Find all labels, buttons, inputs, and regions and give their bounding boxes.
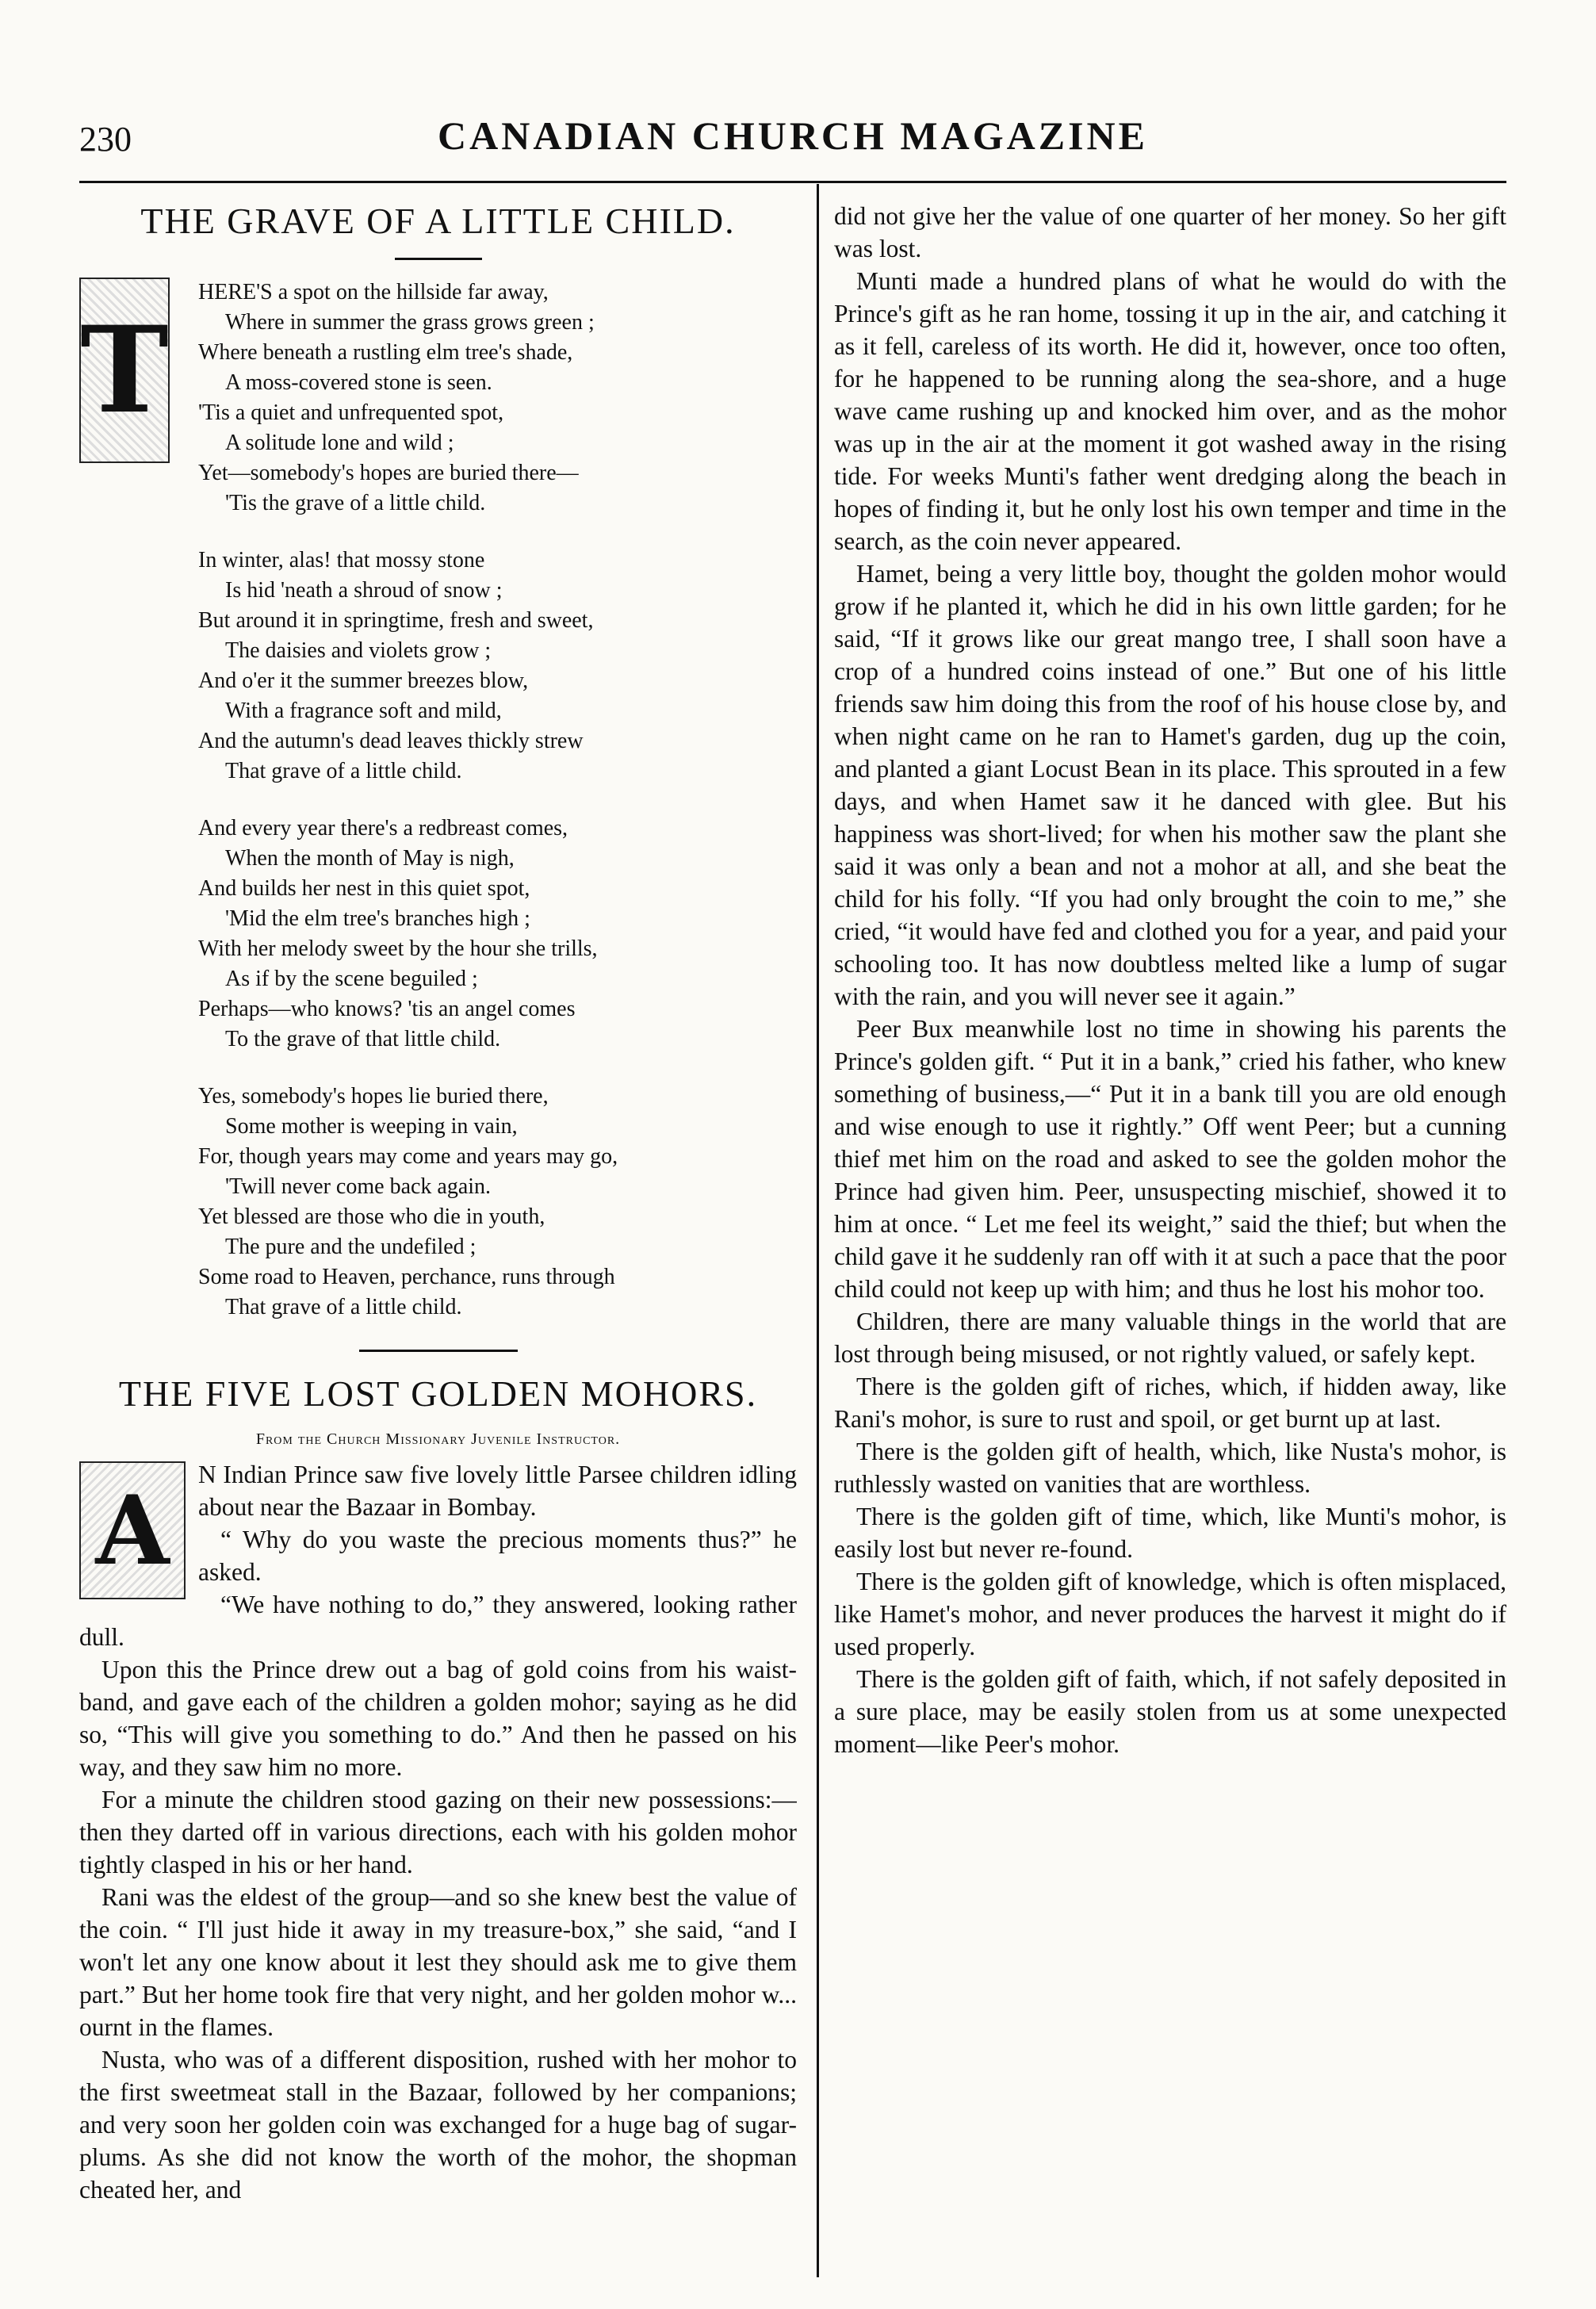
poem-line: As if by the scene beguiled ; xyxy=(225,967,478,991)
poem-line: Where in summer the grass grows green ; xyxy=(225,310,595,335)
poem-line: And o'er it the summer breezes blow, xyxy=(198,668,529,693)
poem-line: That grave of a little child. xyxy=(225,1295,462,1319)
story-source: From the Church Missionary Juvenile Instructor. xyxy=(255,1430,621,1448)
poem-line: Yet blessed are those who die in youth, xyxy=(198,1204,545,1229)
poem-line: And every year there's a redbreast comes, xyxy=(198,816,568,841)
story-paragraph: did not give her the value of one quarter of her money. So her gift was lost. xyxy=(834,202,1506,262)
page-header xyxy=(79,113,1506,176)
poem-line: With a fragrance soft and mild, xyxy=(225,699,502,723)
poem-line: Yet—somebody's hopes are buried there— xyxy=(198,461,579,485)
header-rule xyxy=(79,181,1506,183)
poem-line: Some mother is weeping in vain, xyxy=(225,1114,518,1139)
poem-line: Some road to Heaven, perchance, runs through xyxy=(198,1265,615,1289)
right-column xyxy=(834,200,1506,2277)
poem-title: THE GRAVE OF A LITTLE CHILD. xyxy=(140,201,736,241)
story-title: THE FIVE LOST GOLDEN MOHORS. xyxy=(118,1373,758,1414)
story-paragraph: Munti made a hundred plans of what he would do with the Prince's gift as he ran home, tossing it up in the air, and catching it as it fell, careless of its worth. He did it, however, once too often, for he happened to be running along the sea-shore, and a huge wave came rushing up and knocked him over, and as the mohor was up in the air at the moment it got washed away in the rising tide. For weeks Munti's father went dredging along the beach in hopes of finding it, but he only lost his own temper and time in the search, as the coin never appeared. xyxy=(834,267,1506,555)
poem-line: 'Mid the elm tree's branches high ; xyxy=(225,906,530,931)
title-rule xyxy=(395,258,482,260)
page-number: 230 xyxy=(79,120,132,159)
story-paragraph: Hamet, being a very little boy, thought the golden mohor would grow if he planted it, which he did in his own little garden; for he said, “If it grows like our great mango tree, I shall soon have a crop of a hundred coins instead of one.” But one of his little friends saw him doing this from the roof of his house close by, and when night came on he ran to Hamet's garden, dug up the coin, and planted a giant Locust Bean in its place. This sprouted in a few days, and when Hamet saw it he danced with glee. But his happiness was short-lived; for when his mother saw the plant she said it was only a bean and not a mohor at all, and she beat the child for his folly. “If you had only brought the coin to me,” she cried, “it would have fed and clothed you for a year, and paid your schooling too. It has now doubtless melted like a lump of sugar with the rain, and you will never see it again.” xyxy=(834,560,1506,1010)
poem-line: The daisies and violets grow ; xyxy=(225,638,492,663)
section-rule xyxy=(359,1350,518,1352)
story-paragraph: Rani was the eldest of the group—and so she knew best the value of the coin. “ I'll just hide it away in my treasure-box,” she said, “and I won't let any one know about it lest they should ask me to give them part.” But her home took fire that very night, and her golden mohor w... ournt in the flames. xyxy=(79,1883,797,2041)
story-paragraph: “We have nothing to do,” they answered, looking rather dull. xyxy=(79,1591,797,1651)
poem-line: Is hid 'neath a shroud of snow ; xyxy=(225,578,503,603)
poem-line: And the autumn's dead leaves thickly strew xyxy=(198,729,584,753)
poem-line: Where beneath a rustling elm tree's shade, xyxy=(198,340,573,365)
poem-stanza-2 xyxy=(198,546,797,787)
story-paragraph: There is the golden gift of riches, which, if hidden away, like Rani's mohor, is sure to rust and spoil, or get burnt up at last. xyxy=(834,1373,1506,1433)
story-paragraph: Upon this the Prince drew out a bag of gold coins from his waist-band, and gave each of the children a golden mohor; saying as he did so, “This will give you something to do.” And then he passed on his way, and they saw him no more. xyxy=(79,1656,797,1781)
poem-line: HERE'S a spot on the hillside far away, xyxy=(198,280,549,304)
poem-line: To the grave of that little child. xyxy=(225,1027,501,1051)
poem-line: For, though years may come and years may go, xyxy=(198,1144,618,1169)
poem-line: That grave of a little child. xyxy=(225,759,462,783)
poem-stanza-1 xyxy=(80,278,797,519)
poem-line: When the month of May is nigh, xyxy=(225,846,515,871)
poem-stanza-3 xyxy=(198,814,797,1055)
poem-line: And builds her nest in this quiet spot, xyxy=(198,876,530,901)
running-head: CANADIAN CHURCH MAGAZINE xyxy=(438,113,1148,158)
poem-line: Yes, somebody's hopes lie buried there, xyxy=(198,1084,549,1109)
poem-line: 'Tis a quiet and unfrequented spot, xyxy=(198,400,504,425)
ornamental-dropcap-a: A xyxy=(79,1461,186,1599)
story-paragraph: For a minute the children stood gazing on their new possessions:—then they darted off in various directions, each with his golden mohor tightly clasped in his or her hand. xyxy=(79,1786,797,1878)
ornamental-dropcap-t: T xyxy=(79,278,170,463)
story-paragraph: Nusta, who was of a different disposition, rushed with her mohor to the first sweetmeat stall in the Bazaar, followed by her companions; and very soon her golden coin was exchanged for a huge bag of sugar-plums. As she did not know the worth of the mohor, the shopman cheated her, and xyxy=(79,2046,797,2204)
story-paragraph: There is the golden gift of time, which, like Munti's mohor, is easily lost but never re-found. xyxy=(834,1503,1506,1563)
poem xyxy=(79,278,797,1323)
poem-line: The pure and the undefiled ; xyxy=(225,1235,477,1259)
story-paragraph: Children, there are many valuable things in the world that are lost through being misused, or not rightly valued, or safely kept. xyxy=(834,1308,1506,1368)
poem-line: 'Twill never come back again. xyxy=(225,1174,492,1199)
story-paragraph: Peer Bux meanwhile lost no time in showing his parents the Prince's golden gift. “ Put it in a bank,” cried his father, who knew something of business,—“ Put it in a bank till you are old enough and wise enough to use it rightly.” Off went Peer; but a cunning thief met him on the road and asked to see the golden mohor the Prince had given him. Peer, unsuspecting mischief, showed it to him at once. “ Let me feel its weight,” said the thief; but when the child gave it he suddenly ran off with it at such a pace that the poor child could not keep up with him; and thus he lost his mohor too. xyxy=(834,1015,1506,1303)
poem-stanza-4 xyxy=(198,1082,797,1323)
poem-line: A solitude lone and wild ; xyxy=(225,431,454,455)
poem-line: 'Tis the grave of a little child. xyxy=(225,491,486,515)
poem-line: With her melody sweet by the hour she trills, xyxy=(198,936,598,961)
story-paragraph: There is the golden gift of faith, which, if not safely deposited in a sure place, may be easily stolen from us at some unexpected moment—like Peer's mohor. xyxy=(834,1665,1506,1758)
poem-line: But around it in springtime, fresh and sweet, xyxy=(198,608,594,633)
story-paragraph: There is the golden gift of health, which, like Nusta's mohor, is ruthlessly wasted on vanities that are worthless. xyxy=(834,1438,1506,1498)
poem-line: A moss-covered stone is seen. xyxy=(225,370,492,395)
story-paragraph: A N Indian Prince saw five lovely little Parsee children idling about near the Bazaar in Bombay. xyxy=(79,1458,797,1523)
story-paragraph: There is the golden gift of knowledge, which is often misplaced, like Hamet's mohor, and never produces the harvest it might do if used properly. xyxy=(834,1568,1506,1660)
poem-line: Perhaps—who knows? 'tis an angel comes xyxy=(198,997,576,1021)
column-divider xyxy=(817,184,819,2277)
story-paragraph: “ Why do you waste the precious moments thus?” he asked. xyxy=(198,1526,797,1586)
left-column xyxy=(79,200,797,2277)
poem-line: In winter, alas! that mossy stone xyxy=(198,548,485,572)
